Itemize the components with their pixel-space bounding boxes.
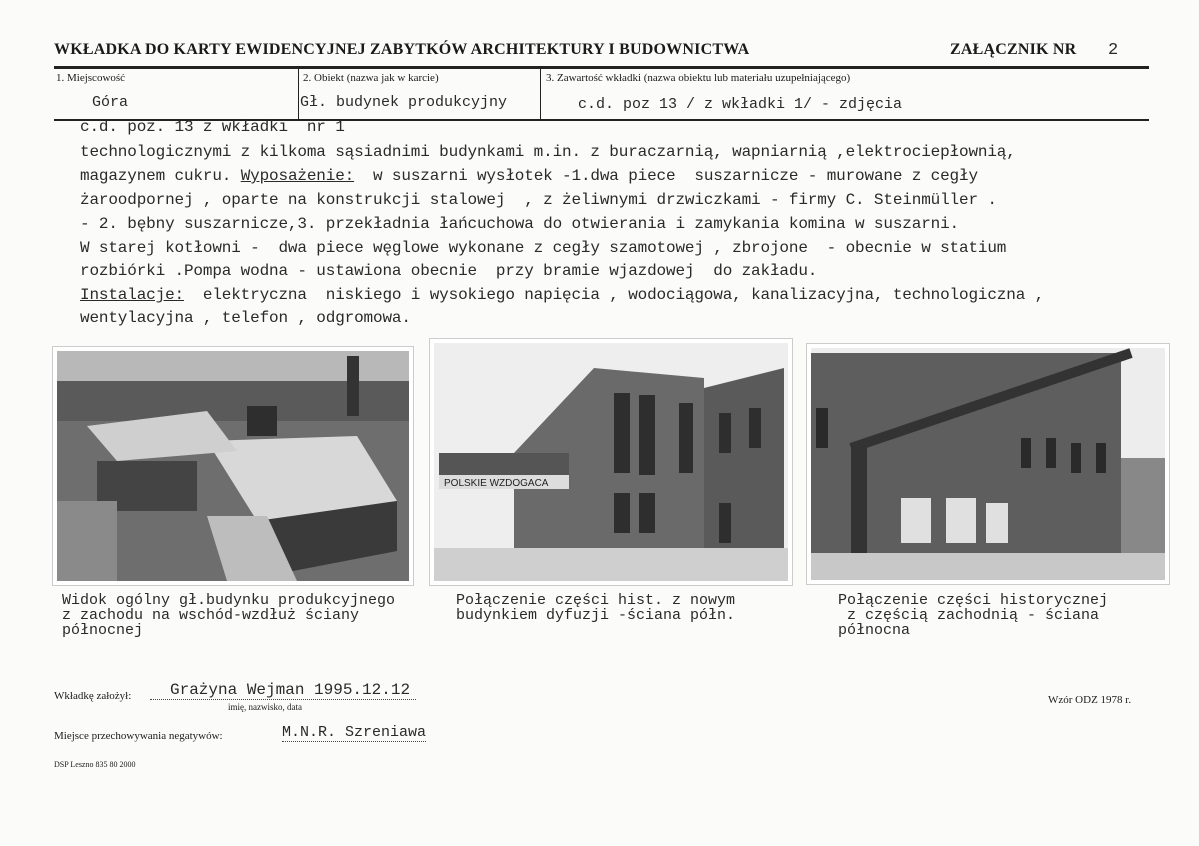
building-sign: POLSKIE WZDOGACA [444, 478, 549, 489]
printer-note: DSP Leszno 835 80 2000 [54, 760, 136, 769]
field-value-object: Gł. budynek produkcyjny [300, 94, 508, 111]
header-rule [54, 66, 1149, 69]
document-title: WKŁADKA DO KARTY EWIDENCYJNEJ ZABYTKÓW ARCHITEKTURY I BUDOWNICTWA [54, 41, 750, 58]
column-divider [298, 68, 299, 120]
field-label-locality: 1. Miejscowość [56, 72, 126, 84]
column-divider [540, 68, 541, 120]
body-line: rozbiórki .Pompa wodna - ustawiona obecnie przy bramie wjazdowej do zakładu. [80, 262, 818, 280]
body-line: c.d. poz. 13 z wkładki nr 1 [80, 118, 345, 136]
attachment-number: 2 [1108, 41, 1119, 60]
photo-aerial-view [52, 346, 414, 586]
body-line [80, 286, 1044, 304]
body-line: W starej kotłowni - dwa piece węglowe wykonane z cegły szamotowej , zbrojone - obecnie w statium [80, 239, 1007, 257]
photo-west-part [806, 343, 1170, 585]
author-value: Grażyna Wejman 1995.12.12 [150, 681, 416, 700]
author-hint: imię, nazwisko, data [228, 702, 302, 712]
photo-caption-1: Widok ogólny gł.budynku produkcyjnego z zachodu na wschód-wzdłuż ściany północnej [62, 592, 396, 639]
body-line [80, 167, 978, 185]
field-value-locality: Góra [92, 94, 129, 111]
body-text: magazynem cukru. [80, 167, 232, 185]
photo-connection-north-wall [429, 338, 793, 586]
body-line: - 2. bębny suszarnicze,3. przekładnia łańcuchowa do otwierania i zamykania komina w suszarni. [80, 215, 959, 233]
author-label: Wkładkę założył: [54, 690, 132, 702]
field-value-contents: c.d. poz 13 / z wkładki 1/ - zdjęcia [578, 96, 903, 113]
photo-caption-3: Połączenie części historycznej z częścią zachodnią - ściana północna [838, 592, 1109, 639]
body-line: technologicznymi z kilkoma sąsiadnimi budynkami m.in. z buraczarnią, wapniarnią ,elektrociepłownią, [80, 143, 1016, 161]
field-label-object: 2. Obiekt (nazwa jak w karcie) [303, 72, 439, 84]
storage-label: Miejsce przechowywania negatywów: [54, 730, 223, 742]
body-line: wentylacyjna , telefon , odgromowa. [80, 309, 411, 327]
field-label-contents: 3. Zawartość wkładki (nazwa obiektu lub materiału uzupełniającego) [546, 72, 851, 84]
body-line: żaroodpornej , oparte na konstrukcji stalowej , z żeliwnymi drzwiczkami - firmy C. Steinmüller . [80, 191, 997, 209]
installations-heading: Instalacje: [80, 286, 184, 304]
body-text: w suszarni wysłotek -1.dwa piece suszarnicze - murowane z cegły [354, 167, 978, 185]
template-note: Wzór ODZ 1978 r. [1048, 694, 1132, 706]
storage-value: M.N.R. Szreniawa [282, 724, 427, 741]
photo-caption-2: Połączenie części hist. z nowym budynkiem dyfuzji -ściana półn. [456, 592, 736, 624]
attachment-label: ZAŁĄCZNIK NR [950, 41, 1077, 58]
equipment-heading: Wyposażenie: [240, 167, 355, 185]
body-text: elektryczna niskiego i wysokiego napięcia , wodociągowa, kanalizacyjna, technologiczna , [183, 286, 1045, 304]
